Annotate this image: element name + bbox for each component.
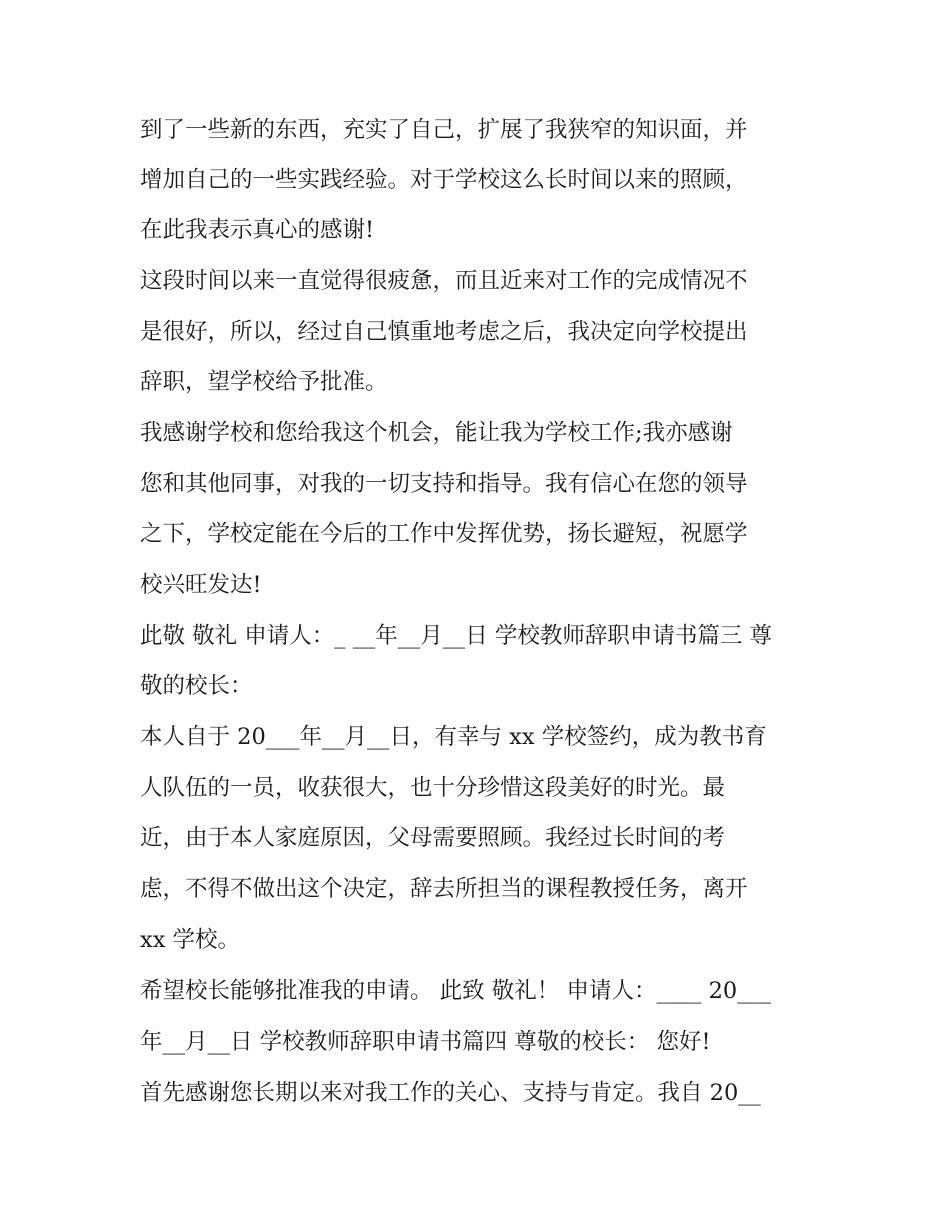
text-line: 我感谢学校和您给我这个机会，能让我为学校工作;我亦感谢	[140, 420, 733, 446]
text-line: 希望校长能够批准我的申请。 此致 敬礼！ 申请人：____ 20___	[140, 978, 771, 1004]
text-line: 增加自己的一些实践经验。对于学校这么长时间以来的照顾，	[140, 167, 748, 193]
text-line: 您和其他同事，对我的一切支持和指导。我有信心在您的领导	[140, 471, 748, 497]
text-line: 此敬 敬礼 申请人：_ __年__月__日 学校教师辞职申请书篇三 尊	[140, 623, 773, 649]
text-line: 年__月__日 学校教师辞职申请书篇四 尊敬的校长： 您好!	[140, 1029, 711, 1055]
text-line: 这段时间以来一直觉得很疲惫，而且近来对工作的完成情况不	[140, 268, 748, 294]
text-line: 之下，学校定能在今后的工作中发挥优势，扬长避短，祝愿学	[140, 521, 748, 547]
text-line: 人队伍的一员，收获很大，也十分珍惜这段美好的时光。最	[140, 775, 726, 801]
text-line: 首先感谢您长期以来对我工作的关心、支持与肯定。我自 20__	[140, 1080, 761, 1106]
text-line: 辞职，望学校给予批准。	[140, 369, 388, 395]
text-line: 到了一些新的东西，充实了自己，扩展了我狭窄的知识面，并	[140, 117, 748, 143]
text-line: 本人自于 20___年__月__日，有幸与 xx 学校签约，成为教书育	[140, 724, 767, 750]
text-line: 在此我表示真心的感谢!	[140, 217, 375, 243]
text-line: 近，由于本人家庭原因，父母需要照顾。我经过长时间的考	[140, 825, 726, 851]
text-line: 敬的校长：	[140, 673, 253, 699]
text-line: xx 学校。	[140, 927, 241, 953]
text-line: 虑，不得不做出这个决定，辞去所担当的课程教授任务，离开	[140, 876, 748, 902]
text-line: 校兴旺发达!	[140, 572, 262, 598]
text-line: 是很好，所以，经过自己慎重地考虑之后，我决定向学校提出	[140, 319, 748, 345]
